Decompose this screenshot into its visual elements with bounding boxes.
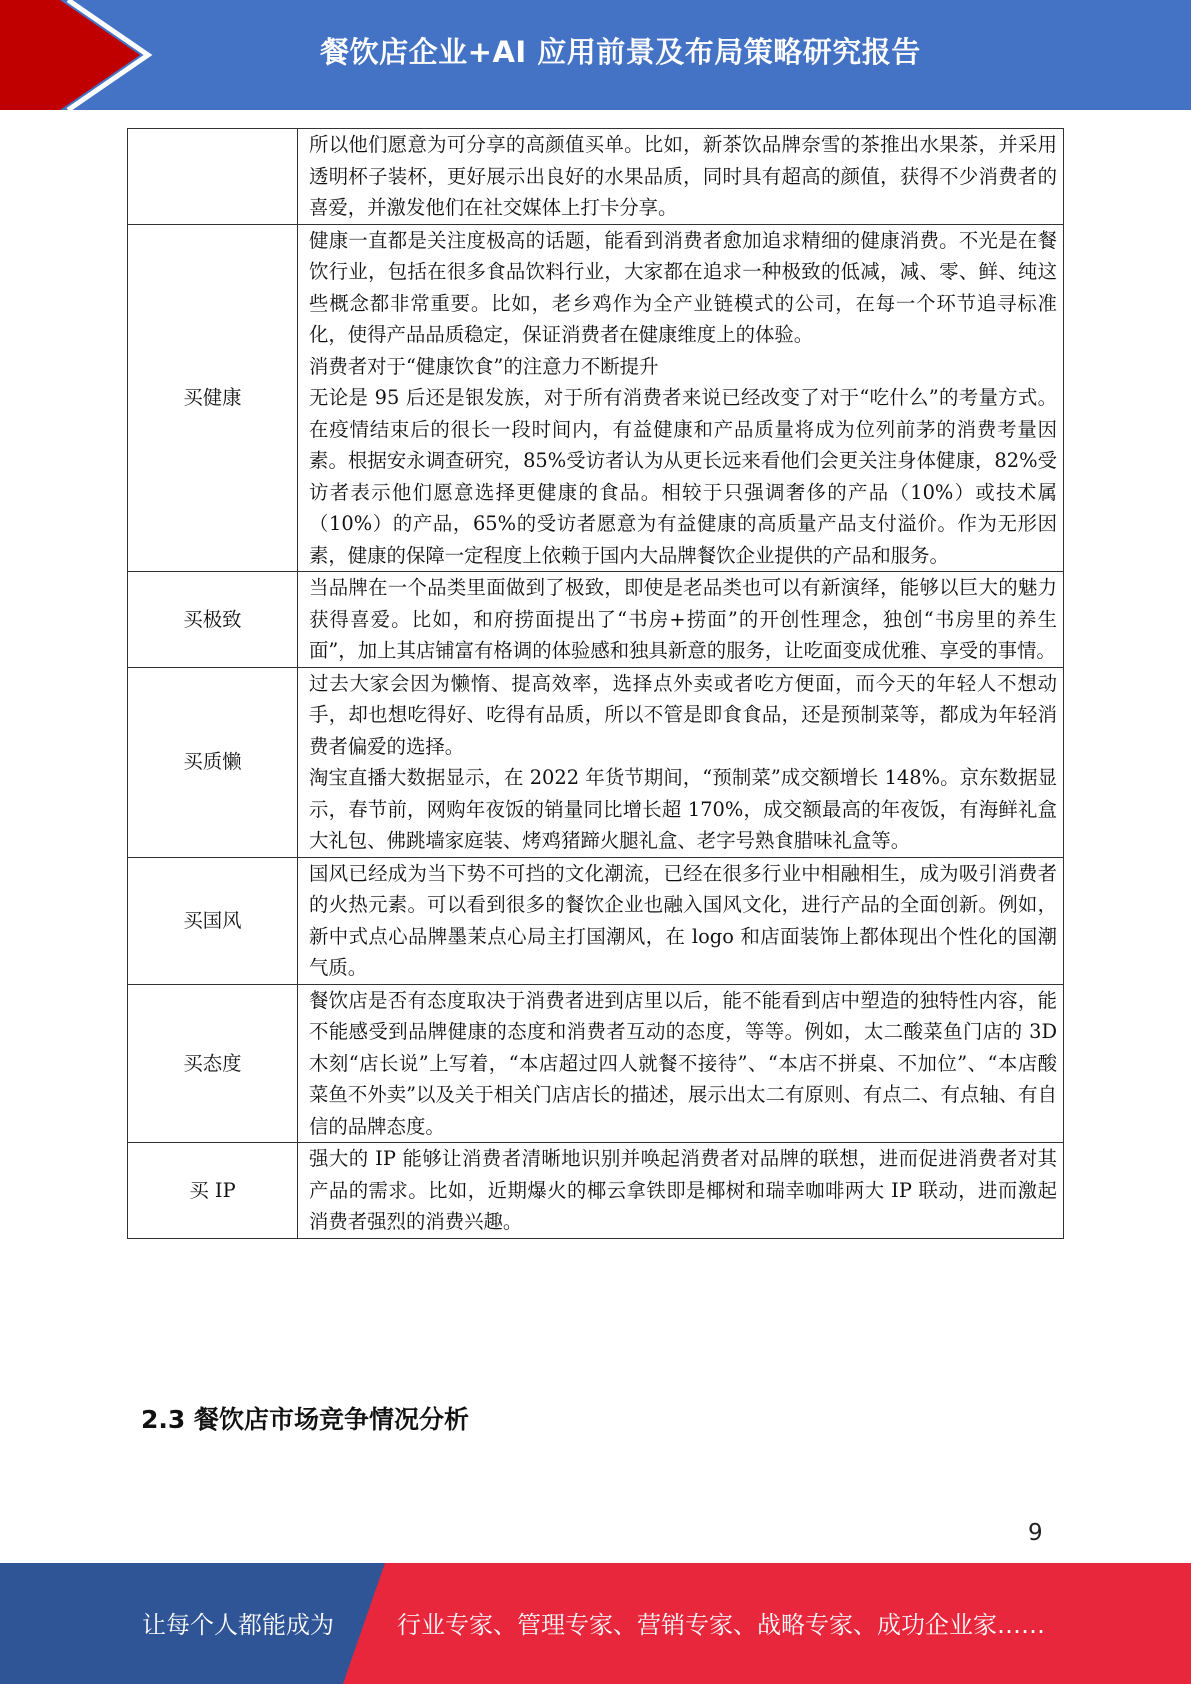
table-row [128, 129, 1064, 225]
description-paragraph: 无论是 95 后还是银发族，对于所有消费者来说已经改变了对于“吃什么”的考量方式。在疫情结束后的很长一段时间内，有益健康和产品质量将成为位列前茅的消费考量因素。根据安永调查研究，85%受访者认为从更长远来看他们会更关注身体健康，82%受访者表示他们愿意选择更健康的食品。相较于只强调奢侈的产品（10%）或技术属（10%）的产品，65%的受访者愿意为有益健康的高质量产品支付溢价。作为无形因素，健康的保障一定程度上依赖于国内大品牌餐饮企业提供的产品和服务。 [309, 386, 1057, 567]
table-row [128, 984, 1064, 1143]
category-cell: 买 IP [128, 1143, 298, 1239]
page-header [0, 0, 1191, 110]
section-heading: 2.3 餐饮店市场竞争情况分析 [141, 1405, 469, 1434]
description-cell [298, 667, 1064, 857]
description-cell [298, 572, 1064, 668]
description-cell [298, 1143, 1064, 1239]
table-row [128, 572, 1064, 668]
table-row [128, 857, 1064, 984]
description-paragraph: 国风已经成为当下势不可挡的文化潮流，已经在很多行业中相融相生，成为吸引消费者的火热元素。可以看到很多的餐饮企业也融入国风文化，进行产品的全面创新。例如，新中式点心品牌墨茉点心局主打国潮风，在 logo 和店面装饰上都体现出个性化的国潮气质。 [309, 861, 1057, 979]
category-cell: 买国风 [128, 857, 298, 984]
description-paragraph: 餐饮店是否有态度取决于消费者进到店里以后，能不能看到店中塑造的独特性内容，能不能感受到品牌健康的态度和消费者互动的态度，等等。例如，太二酸菜鱼门店的 3D 木刻“店长说”上写着，“本店超过四人就餐不接待”、“本店不拼桌、不加位”、“本店酸菜鱼不外卖”以及关于相关门店店长的描述，展示出太二有原则、有点二、有点轴、有自信的品牌态度。 [309, 988, 1057, 1138]
description-cell [298, 984, 1064, 1143]
page-footer [0, 1563, 1191, 1684]
description-paragraph: 消费者对于“健康饮食”的注意力不断提升 [309, 354, 659, 378]
description-cell [298, 129, 1064, 225]
consumption-trends-table [127, 128, 1064, 1239]
footer-slogan-right: 行业专家、管理专家、营销专家、战略专家、成功企业家…… [397, 1611, 1045, 1639]
footer-slogan-left: 让每个人都能成为 [142, 1611, 334, 1639]
description-cell [298, 857, 1064, 984]
description-cell [298, 224, 1064, 572]
category-cell: 买质懒 [128, 667, 298, 857]
description-paragraph: 淘宝直播大数据显示，在 2022 年货节期间，“预制菜”成交额增长 148%。京东数据显示，春节前，网购年夜饭的销量同比增长超 170%，成交额最高的年夜饭，有海鲜礼盒大礼包、佛跳墙家庭装、烤鸡猪蹄火腿礼盒、老字号熟食腊味礼盒等。 [309, 766, 1057, 852]
description-paragraph: 过去大家会因为懒惰、提高效率，选择点外卖或者吃方便面，而今天的年轻人不想动手，却也想吃得好、吃得有品质，所以不管是即食食品，还是预制菜等，都成为年轻消费者偏爱的选择。 [309, 671, 1057, 758]
category-cell: 买极致 [128, 572, 298, 668]
report-title: 餐饮店企业+AI 应用前景及布局策略研究报告 [320, 35, 921, 69]
table-row [128, 667, 1064, 857]
description-paragraph: 强大的 IP 能够让消费者清晰地识别并唤起消费者对品牌的联想，进而促进消费者对其产品的需求。比如，近期爆火的椰云拿铁即是椰树和瑞幸咖啡两大 IP 联动，进而激起消费者强烈的消费兴趣。 [309, 1147, 1057, 1233]
description-paragraph: 当品牌在一个品类里面做到了极致，即使是老品类也可以有新演绎，能够以巨大的魅力获得喜爱。比如，和府捞面提出了“书房+捞面”的开创性理念，独创“书房里的养生面”，加上其店铺富有格调的体验感和独具新意的服务，让吃面变成优雅、享受的事情。 [309, 576, 1057, 662]
category-cell [128, 129, 298, 225]
category-cell: 买态度 [128, 984, 298, 1143]
description-paragraph: 所以他们愿意为可分享的高颜值买单。比如，新茶饮品牌奈雪的茶推出水果茶，并采用透明杯子装杯，更好展示出良好的水果品质，同时具有超高的颜值，获得不少消费者的喜爱，并激发他们在社交媒体上打卡分享。 [309, 133, 1057, 219]
page-number: 9 [1028, 1520, 1043, 1546]
description-paragraph: 健康一直都是关注度极高的话题，能看到消费者愈加追求精细的健康消费。不光是在餐饮行业，包括在很多食品饮料行业，大家都在追求一种极致的低减，减、零、鲜、纯这些概念都非常重要。比如，老乡鸡作为全产业链模式的公司，在每一个环节追寻标准化，使得产品品质稳定，保证消费者在健康维度上的体验。 [309, 228, 1057, 346]
category-cell: 买健康 [128, 224, 298, 572]
table-row [128, 1143, 1064, 1239]
table-row [128, 224, 1064, 572]
